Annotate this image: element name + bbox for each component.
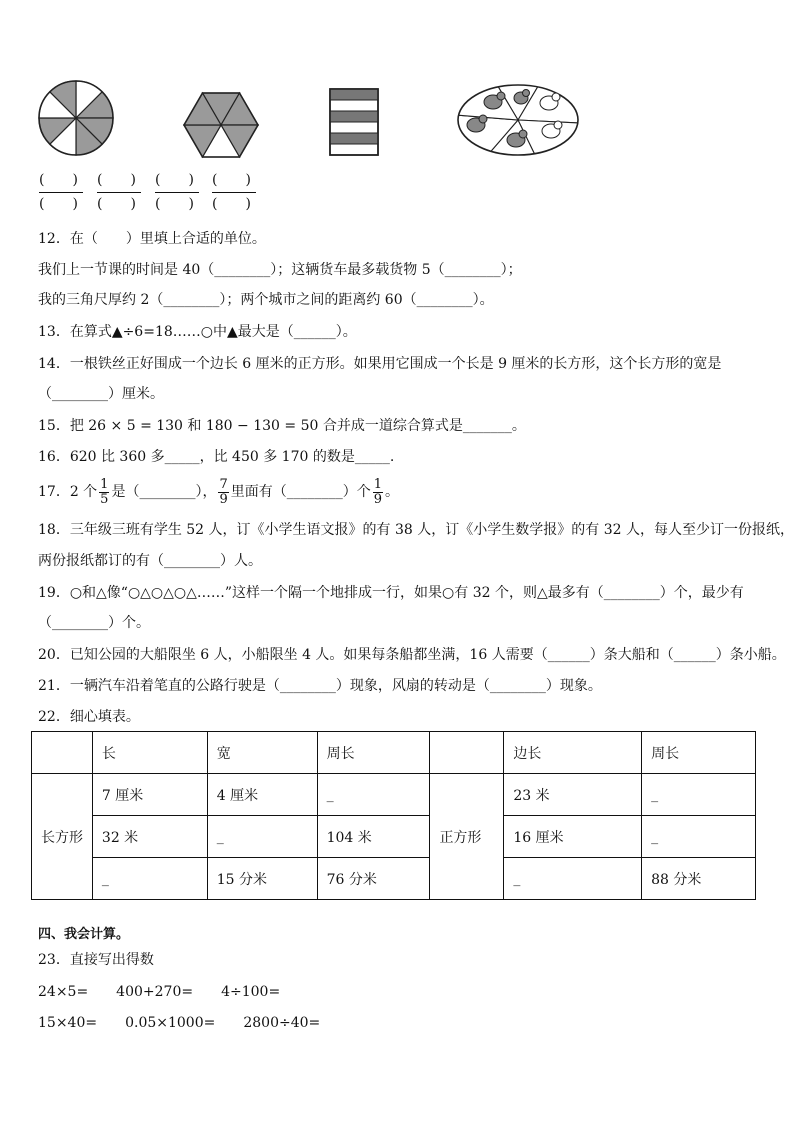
- q14-line1: 14．一根铁丝正好围成一个边长 6 厘米的正方形。如果用它围成一个长是 9 厘米的长方形，这个长方形的宽是: [38, 356, 722, 372]
- fraction-bar: [155, 192, 199, 193]
- q23-line1: 24×5= 400+270= 4÷100=: [38, 984, 281, 1000]
- table-header-row: [32, 732, 756, 774]
- table-spacer-cell: [430, 732, 504, 774]
- q13: 13．在算式▲÷6=18……○中▲最大是（______）。: [38, 324, 357, 340]
- fraction-bar: [212, 192, 256, 193]
- q12-title: 12．在（ ）里填上合适的单位。: [38, 231, 266, 247]
- figure-ellipse-birds: [456, 83, 580, 157]
- fraction-numerator-blank: ( ): [97, 172, 136, 188]
- fraction-denominator-blank: ( ): [97, 196, 136, 212]
- table-cell: 7 厘米: [92, 774, 207, 816]
- table-cell: 4 厘米: [207, 774, 317, 816]
- q17: [38, 474, 399, 510]
- q12-line2: 我的三角尺厚约 2（________）；两个城市之间的距离约 60（________）。: [38, 292, 494, 308]
- q17-text-1: 17．2 个: [38, 484, 98, 500]
- table-row: [32, 774, 756, 816]
- q23-line2: 15×40= 0.05×1000= 2800÷40=: [38, 1015, 321, 1031]
- table-cell: 15 分米: [207, 858, 317, 900]
- q17-fraction-1-den: 5: [100, 491, 109, 507]
- header-width: 宽: [207, 732, 317, 774]
- q19-line1: 19．○和△像“○△○△○△……”这样一个隔一个地排成一行，如果○有 32 个，则△最多有（________）个，最少有: [38, 585, 744, 601]
- fraction-numerator-blank: ( ): [212, 172, 251, 188]
- q15: 15．把 26 × 5 = 130 和 180 − 130 = 50 合并成一道综合算式是_______。: [38, 418, 526, 434]
- fraction-numerator-blank: ( ): [39, 172, 78, 188]
- q21: 21．一辆汽车沿着笔直的公路行驶是（________）现象，风扇的转动是（________）现象。: [38, 678, 602, 694]
- q20: 20．已知公园的大船限坐 6 人，小船限坐 4 人。如果每条船都坐满，16 人需要（______）条大船和（______）条小船。: [38, 647, 786, 663]
- q17-fraction-3-num: 1: [373, 476, 383, 492]
- rect-label: 长方形: [32, 774, 93, 900]
- answer-cell[interactable]: _: [642, 774, 756, 816]
- header-rect-perimeter: 周长: [317, 732, 430, 774]
- fraction-blank-1[interactable]: [39, 172, 83, 216]
- table-corner-cell: [32, 732, 93, 774]
- q17-fraction-3-den: 9: [373, 491, 383, 507]
- q16: 16．620 比 360 多_____，比 450 多 170 的数是_____.: [38, 449, 395, 465]
- figure-rectangle-stripes: [329, 88, 379, 156]
- q14-line2: （________）厘米。: [38, 386, 164, 402]
- table-row: [32, 816, 756, 858]
- q12-line1: 我们上一节课的时间是 40（________）；这辆货车最多载货物 5（________）；: [38, 262, 522, 278]
- q17-fraction-2-num: 7: [219, 476, 228, 492]
- fraction-blank-3[interactable]: [155, 172, 199, 216]
- header-square-perimeter: 周长: [642, 732, 756, 774]
- fraction-denominator-blank: ( ): [39, 196, 78, 212]
- answer-cell[interactable]: _: [207, 816, 317, 858]
- q17-fraction-2-den: 9: [219, 491, 228, 507]
- q17-fraction-1-num: 1: [100, 476, 109, 492]
- answer-cell[interactable]: _: [642, 816, 756, 858]
- fraction-blank-2[interactable]: [97, 172, 141, 216]
- square-label: 正方形: [430, 774, 504, 900]
- fraction-denominator-blank: ( ): [155, 196, 194, 212]
- fill-table: [31, 731, 756, 900]
- q22-title: 22．细心填表。: [38, 709, 140, 725]
- table-cell: 32 米: [92, 816, 207, 858]
- figure-hexagon-sixths: [182, 90, 260, 160]
- table-cell: 23 米: [504, 774, 642, 816]
- q23-title: 23．直接写出得数: [38, 952, 154, 968]
- fraction-bar: [97, 192, 141, 193]
- q17-text-2: 是（________），: [111, 484, 217, 500]
- q17-text-3: 里面有（________）个: [230, 484, 371, 500]
- table-cell: 16 厘米: [504, 816, 642, 858]
- fraction-numerator-blank: ( ): [155, 172, 194, 188]
- table-row: [32, 858, 756, 900]
- table-cell: 88 分米: [642, 858, 756, 900]
- table-cell: 104 米: [317, 816, 430, 858]
- answer-cell[interactable]: _: [92, 858, 207, 900]
- header-length: 长: [92, 732, 207, 774]
- q17-fraction-1: [99, 478, 109, 507]
- answer-cell[interactable]: _: [504, 858, 642, 900]
- table-cell: 76 分米: [317, 858, 430, 900]
- q17-fraction-3: [373, 478, 383, 507]
- q17-text-4: 。: [385, 484, 400, 500]
- fraction-bar: [39, 192, 83, 193]
- q18-line1: 18．三年级三班有学生 52 人，订《小学生语文报》的有 38 人，订《小学生数学报》的有 32 人，每人至少订一份报纸，: [38, 522, 794, 538]
- fraction-denominator-blank: ( ): [212, 196, 251, 212]
- fraction-blank-4[interactable]: [212, 172, 256, 216]
- q18-line2: 两份报纸都订的有（________）人。: [38, 553, 262, 569]
- section-heading: 四、我会计算。: [38, 927, 130, 942]
- header-side-length: 边长: [504, 732, 642, 774]
- q19-line2: （________）个。: [38, 615, 150, 631]
- figure-circle-eighths: [37, 79, 115, 157]
- q17-fraction-2: [218, 478, 228, 507]
- answer-cell[interactable]: _: [317, 774, 430, 816]
